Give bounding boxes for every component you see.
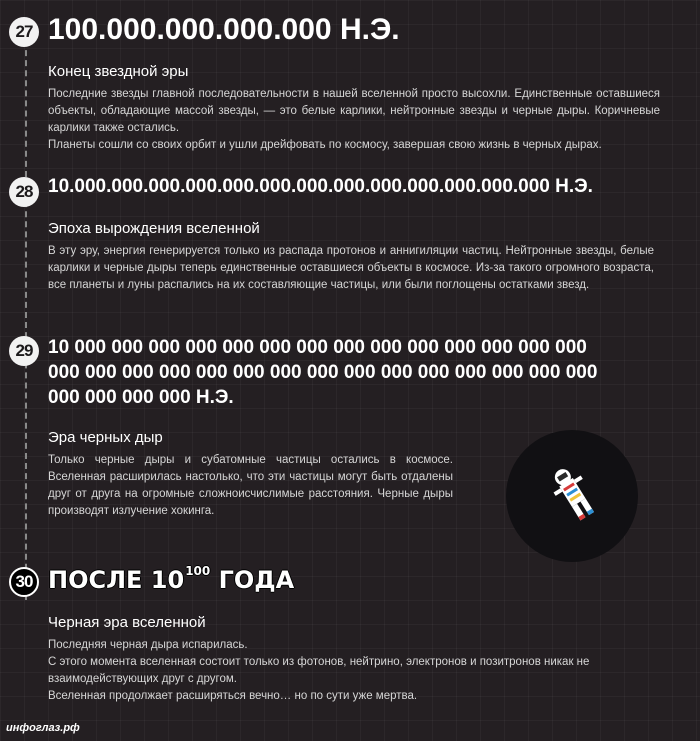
illustration-circle [506, 430, 638, 562]
section-number-badge: 27 [9, 17, 39, 47]
year-prefix: ПОСЛЕ 10 [48, 566, 185, 594]
section-year: 10.000.000.000.000.000.000.000.000.000.000.000.000.000 Н.Э. [48, 176, 593, 197]
paragraph: Последняя черная дыра испарилась. [48, 639, 248, 651]
section-body [48, 243, 654, 294]
paragraph: В эту эру, энергия генерируется только из распада протонов и аннигиляции частиц. Нейтронные звезды, белые карлики и черные дыры теперь единственные оставшиеся объекты в космосе. Из-за такого огромного возраста, все планеты и луны распались на их составляющие частицы, или были поглощены остатками звезд. [48, 245, 654, 291]
paragraph: С этого момента вселенная состоит только из фотонов, нейтрино, электронов и позитронов никак не взаимодействующих друг с другом. [48, 656, 590, 685]
section-title: Эра черных дыр [48, 429, 163, 446]
section-number-badge: 29 [9, 336, 39, 366]
paragraph: Последние звезды главной последовательности в нашей вселенной просто высохли. Единственные оставшиеся объекты, обладающие массой звезды, — это белые карлики, нейтронные звезды и черные дыры. Коричневые карлики также остались. [48, 88, 660, 134]
astronaut-icon [546, 460, 602, 530]
section-year: 100.000.000.000.000 Н.Э. [48, 13, 400, 46]
paragraph: Только черные дыры и субатомные частицы остались в космосе. Вселенная расширилась настолько, что эти частицы могут быть отдалены друг от друга на огромные сложноисчислимые расстояния. Черные дыры производят излучение хокинга. [48, 454, 453, 517]
paragraph: Планеты сошли со своих орбит и ушли дрейфовать по космосу, завершая свою жизнь в черных дырах. [48, 139, 602, 151]
section-title: Конец звездной эры [48, 63, 189, 80]
year-line: 10 000 000 000 000 000 000 000 000 000 000 000 000 000 000 [48, 337, 587, 358]
year-exponent: 100 [185, 564, 211, 578]
section-body [48, 452, 453, 520]
paragraph: Вселенная продолжает расширяться вечно… но по сути уже мертва. [48, 690, 418, 702]
section-body [48, 637, 660, 705]
section-number-badge: 30 [9, 567, 39, 597]
year-line: 000 000 000 000 Н.Э. [48, 387, 234, 408]
watermark: инфоглаз.рф [6, 722, 80, 734]
timeline-line [25, 40, 27, 600]
year-line: 000 000 000 000 000 000 000 000 000 000 000 000 000 000 000 [48, 362, 598, 383]
section-number-badge: 28 [9, 177, 39, 207]
section-title: Черная эра вселенной [48, 614, 206, 631]
section-year [48, 335, 597, 410]
year-suffix: ГОДА [210, 566, 295, 594]
section-title: Эпоха вырождения вселенной [48, 220, 260, 237]
section-body [48, 86, 660, 154]
section-year [48, 566, 294, 594]
